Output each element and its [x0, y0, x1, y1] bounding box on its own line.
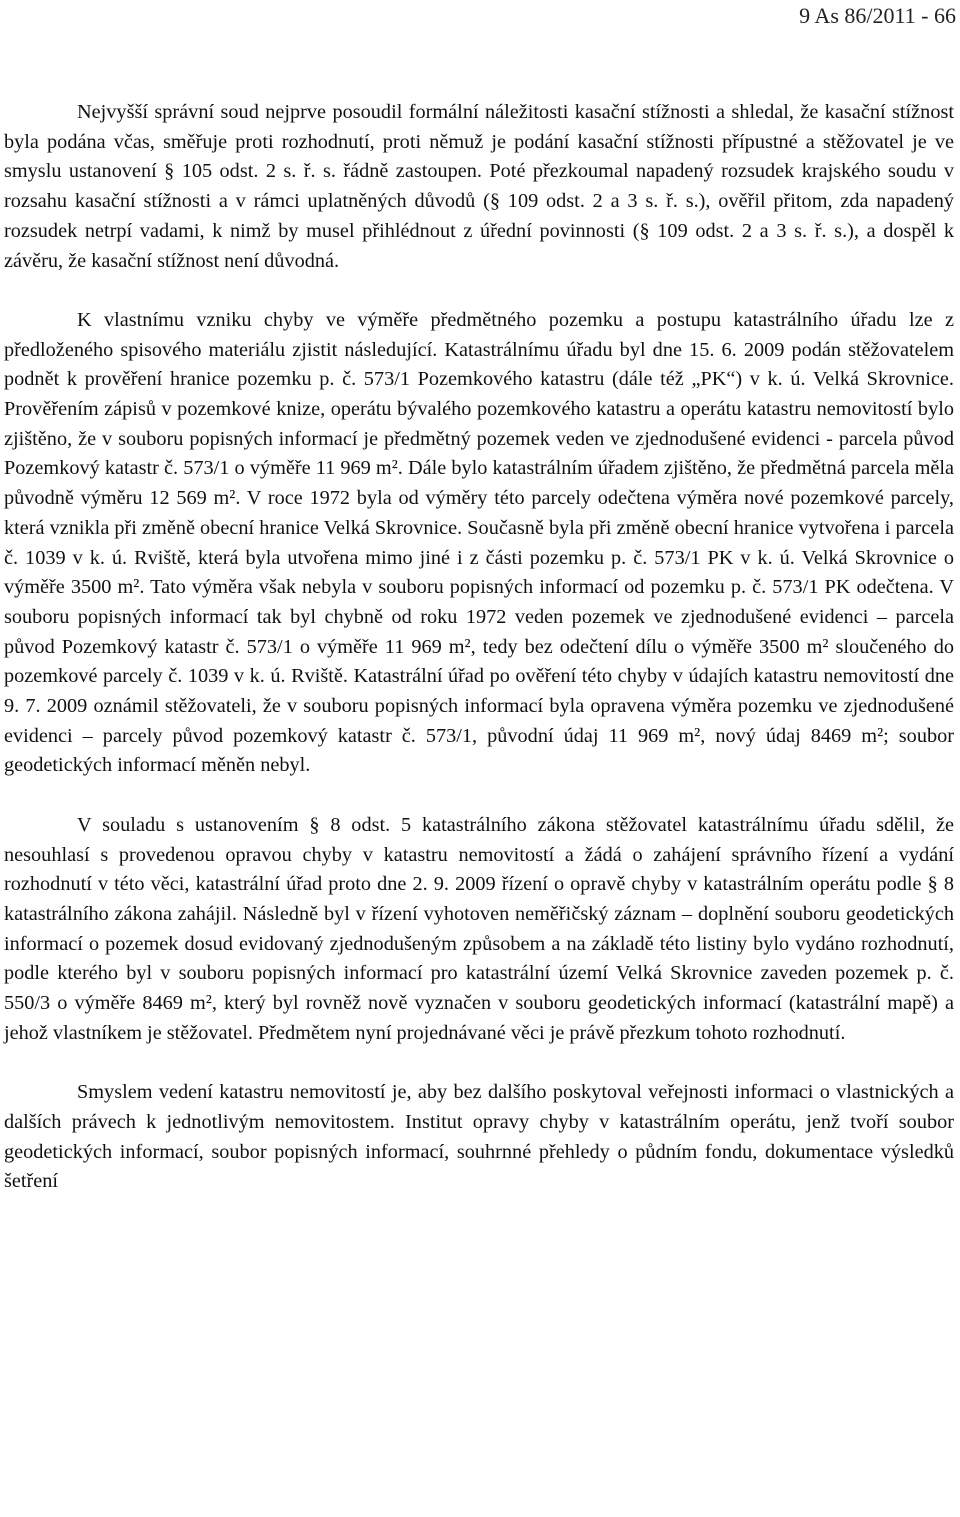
paragraph-cadastre-purpose: Smyslem vedení katastru nemovitostí je, aby bez dalšího poskytoval veřejnosti informaci o vlastnických a dalších právech k jednotlivým nemovitostem. Institut opravy chyby v katastrálním operátu, jenž tvoří soubor geodetických informací, soubor popisných informací, souhrnné přehledy o půdním fondu, dokumentace výsledků šetření [4, 1081, 954, 1193]
paragraph-formal-review: Nejvyšší správní soud nejprve posoudil formální náležitosti kasační stížnosti a shledal, že kasační stížnost byla podána včas, směřuje proti rozhodnutí, proti němuž je podání kasační stížnosti přípustné a stěžovatel je ve smyslu ustanovení § 105 odst. 2 s. ř. s. řádně zastoupen. Poté přezkoumal napadený rozsudek krajského soudu v rozsahu kasační stížnosti a v rámci uplatněných důvodů (§ 109 odst. 2 a 3 s. ř. s.), ověřil přitom, zda napadený rozsudek netrpí vadami, k nimž by musel přihlédnout z úřední povinnosti (§ 109 odst. 2 a 3 s. ř. s.), a dospěl k závěru, že kasační stížnost není důvodná. [4, 101, 954, 272]
paragraph-administrative-proceedings: V souladu s ustanovením § 8 odst. 5 katastrálního zákona stěžovatel katastrálnímu úřadu sdělil, že nesouhlasí s provedenou opravou chyby v katastru nemovitostí a žádá o zahájení správního řízení a vydání rozhodnutí v této věci, katastrální úřad proto dne 2. 9. 2009 řízení o opravě chyby v katastrálním operátu podle § 8 katastrálního zákona zahájil. Následně byl v řízení vyhotoven neměřičský záznam – doplnění souboru geodetických informací o pozemek dosud evidovaný zjednodušeným způsobem a na základě této listiny bylo vydáno rozhodnutí, podle kterého byl v souboru popisných informací pro katastrální území Velká Skrovnice zaveden pozemek p. č. 550/3 o výměře 8469 m², který byl rovněž nově vyznačen v souboru geodetických informací (katastrální mapě) a jehož vlastníkem je stěžovatel. Předmětem nyní projednávané věci je právě přezkum tohoto rozhodnutí. [4, 813, 954, 1044]
page-header-reference: 9 As 86/2011 - 66 [799, 3, 956, 28]
document-body [4, 98, 954, 1197]
paragraph-error-origin: K vlastnímu vzniku chyby ve výměře předmětného pozemku a postupu katastrálního úřadu lze z předloženého spisového materiálu zjistit následující. Katastrálnímu úřadu byl dne 15. 6. 2009 podán stěžovatelem podnět k prověření hranice pozemku p. č. 573/1 Pozemkového katastru (dále též „PK“) v k. ú. Velká Skrovnice. Prověřením zápisů v pozemkové knize, operátu bývalého pozemkového katastru a operátu katastru nemovitostí bylo zjištěno, že v souboru popisných informací je předmětný pozemek veden ve zjednodušené evidenci - parcela původ Pozemkový katastr č. 573/1 o výměře 11 969 m². Dále bylo katastrálním úřadem zjištěno, že předmětná parcela měla původně výměru 12 569 m². V roce 1972 byla od výměry této parcely odečtena výměra nové pozemkové parcely, která vznikla při změně obecní hranice Velká Skrovnice. Současně byla při změně obecní hranice vytvořena i parcela č. 1039 v k. ú. Rviště, která byla utvořena mimo jiné i z části pozemku p. č. 573/1 PK v k. ú. Velká Skrovnice o výměře 3500 m². Tato výměra však nebyla v souboru popisných informací od pozemku p. č. 573/1 PK odečtena. V souboru popisných informací tak byl chybně od roku 1972 veden pozemek ve zjednodušené evidenci – parcela původ Pozemkový katastr č. 573/1 o výměře 11 969 m², tedy bez odečtení dílu o výměře 3500 m² sloučeného do pozemkové parcely č. 1039 v k. ú. Rviště. Katastrální úřad po ověření této chyby v údajích katastru nemovitostí dne 9. 7. 2009 oznámil stěžovateli, že v souboru popisných informací byla opravena výměra pozemku ve zjednodušené evidenci – parcely původ pozemkový katastr č. 573/1, původní údaj 11 969 m², nový údaj 8469 m²; soubor geodetických informací měněn nebyl. [4, 308, 954, 777]
